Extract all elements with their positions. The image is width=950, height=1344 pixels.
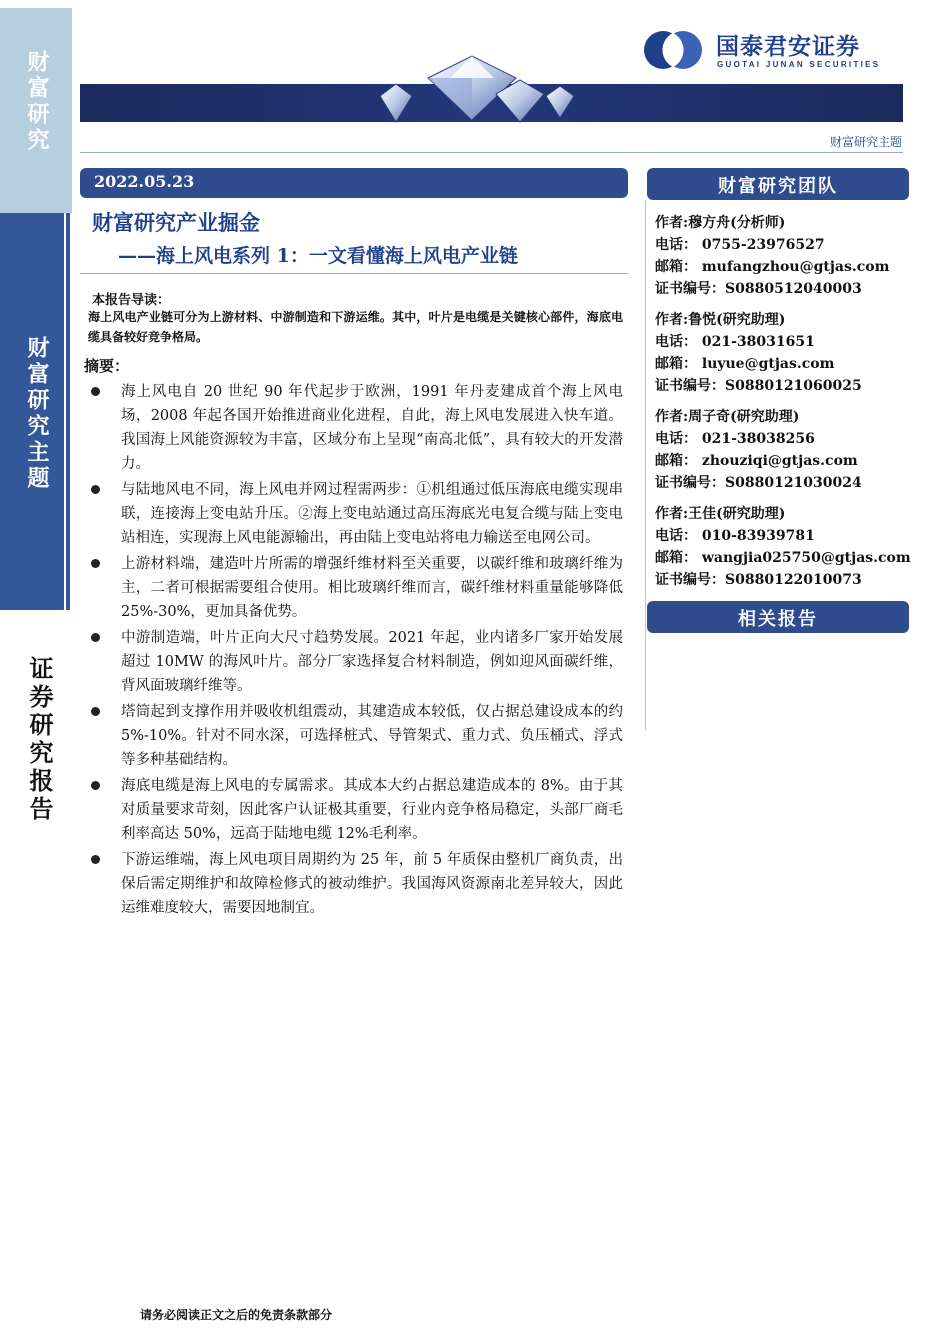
summary-item-text: 中游制造端，叶片正向大尺寸趋势发展。2021 年起，业内诸多厂家开始发展超过 10MW 的海风叶片。部分厂家选择复合材料制造，例如迎风面碳纤维，背风面玻璃纤维等。 [121,630,623,694]
related-heading: 相关报告 [738,609,818,630]
author-phone: 电话： 0755-23976527 [655,237,825,253]
summary-item [88,380,623,476]
bullet-icon [91,781,100,790]
company-name-en: GUOTAI JUNAN SECURITIES [717,60,881,69]
summary-item [88,848,623,920]
author-cert: 证书编号：S0880121030024 [655,475,862,491]
author-cert: 证书编号：S0880121060025 [655,378,862,394]
summary-item-text: 海上风电自 20 世纪 90 年代起步于欧洲，1991 年丹麦建成首个海上风电场，2008 年起各国开始推进商业化进程，自此，海上风电发展进入快车道。我国海上风能资源较为丰富，区域分布上呈现“南高北低”，具有较大的开发潜力。 [121,384,623,472]
topic-label: 财富研究主题 [829,135,902,149]
guide-heading: 本报告导读： [92,293,171,308]
author-phone: 电话： 021-38031651 [655,334,815,350]
bullet-icon [91,485,100,494]
company-name-cn: 国泰君安证券 [716,34,860,60]
title-divider [80,273,628,274]
author-email[interactable]: 邮箱： mufangzhou@gtjas.com [655,259,890,275]
author-cert: 证书编号：S0880512040003 [655,281,862,297]
author-phone: 电话： 021-38038256 [655,431,815,447]
summary-item-text: 下游运维端，海上风电项目周期约为 25 年，前 5 年质保由整机厂商负责，出保后需定期维护和故障检修式的被动维护。我国海风资源南北差异较大，因此运维难度较大，需要因地制宜。 [121,852,623,916]
bullet-icon [91,707,100,716]
author-name: 作者:鲁悦(研究助理) [655,312,786,328]
summary-list [88,380,623,920]
company-logo-icon [642,29,704,71]
author-email[interactable]: 邮箱： luyue@gtjas.com [655,356,835,372]
guide-text: 海上风电产业链可分为上游材料、中游制造和下游运维。其中，叶片是电缆是关键核心部件，海底电缆具备较好竞争格局。 [88,310,623,344]
summary-item [88,700,623,772]
author-email[interactable]: 邮箱： zhouziqi@gtjas.com [655,453,858,469]
author-phone: 电话： 010-83939781 [655,528,815,544]
header-divider [80,152,903,153]
author-name: 作者:周子奇(研究助理) [655,409,800,425]
author-card [655,406,910,494]
diamond-icon [370,52,575,124]
report-subtitle: ——海上风电系列 1：一文看懂海上风电产业链 [118,245,518,267]
author-card [655,212,910,300]
bullet-icon [91,855,100,864]
summary-item-text: 与陆地风电不同，海上风电并网过程需两步：①机组通过低压海底电缆实现串联，连接海上变电站升压。②海上变电站通过高压海底光电复合缆与陆上变电站相连，实现海上风电能源输出，再由陆上变电站将电力输送至电网公司。 [121,482,623,546]
sidebar-bottom-label: 证券研究报告 [25,656,54,824]
column-divider [645,200,646,730]
sidebar-top-label: 财富研究 [24,50,50,154]
sidebar-mid-label: 财富研究主题 [24,336,50,492]
bullet-icon [91,387,100,396]
disclaimer-note: 请务必阅读正文之后的免责条款部分 [140,1308,333,1322]
summary-item [88,552,623,624]
summary-item [88,774,623,846]
report-date: 2022.05.23 [94,172,195,191]
bullet-icon [91,559,100,568]
summary-heading: 摘要： [84,357,130,375]
author-name: 作者:穆方舟(分析师) [655,215,786,231]
summary-item-text: 塔筒起到支撑作用并吸收机组震动，其建造成本较低，仅占据总建设成本的约 5%-10%。针对不同水深，可选择桩式、导管架式、重力式、负压桶式、浮式等多种基础结构。 [121,704,623,768]
summary-item [88,626,623,698]
summary-item-text: 上游材料端，建造叶片所需的增强纤维材料至关重要，以碳纤维和玻璃纤维为主，二者可根据需要组合使用。相比玻璃纤维而言，碳纤维材料重量能够降低 25%-30%，更加具备优势。 [121,556,623,620]
author-email[interactable]: 邮箱： wangjia025750@gtjas.com [655,550,911,566]
author-card [655,503,910,591]
summary-item [88,478,623,550]
author-name: 作者:王佳(研究助理) [655,506,786,522]
author-card [655,309,910,397]
bullet-icon [91,633,100,642]
team-heading: 财富研究团队 [718,176,838,197]
summary-item-text: 海底电缆是海上风电的专属需求。其成本大约占据总建造成本的 8%。由于其对质量要求苛刻，因此客户认证极其重要，行业内竞争格局稳定，头部厂商毛利率高达 50%，远高于陆地电缆 12%毛利率。 [121,778,623,842]
sidebar-divider-inner [66,213,70,610]
author-cert: 证书编号：S0880122010073 [655,572,862,588]
report-title: 财富研究产业掘金 [92,210,260,235]
author-list [655,212,910,600]
